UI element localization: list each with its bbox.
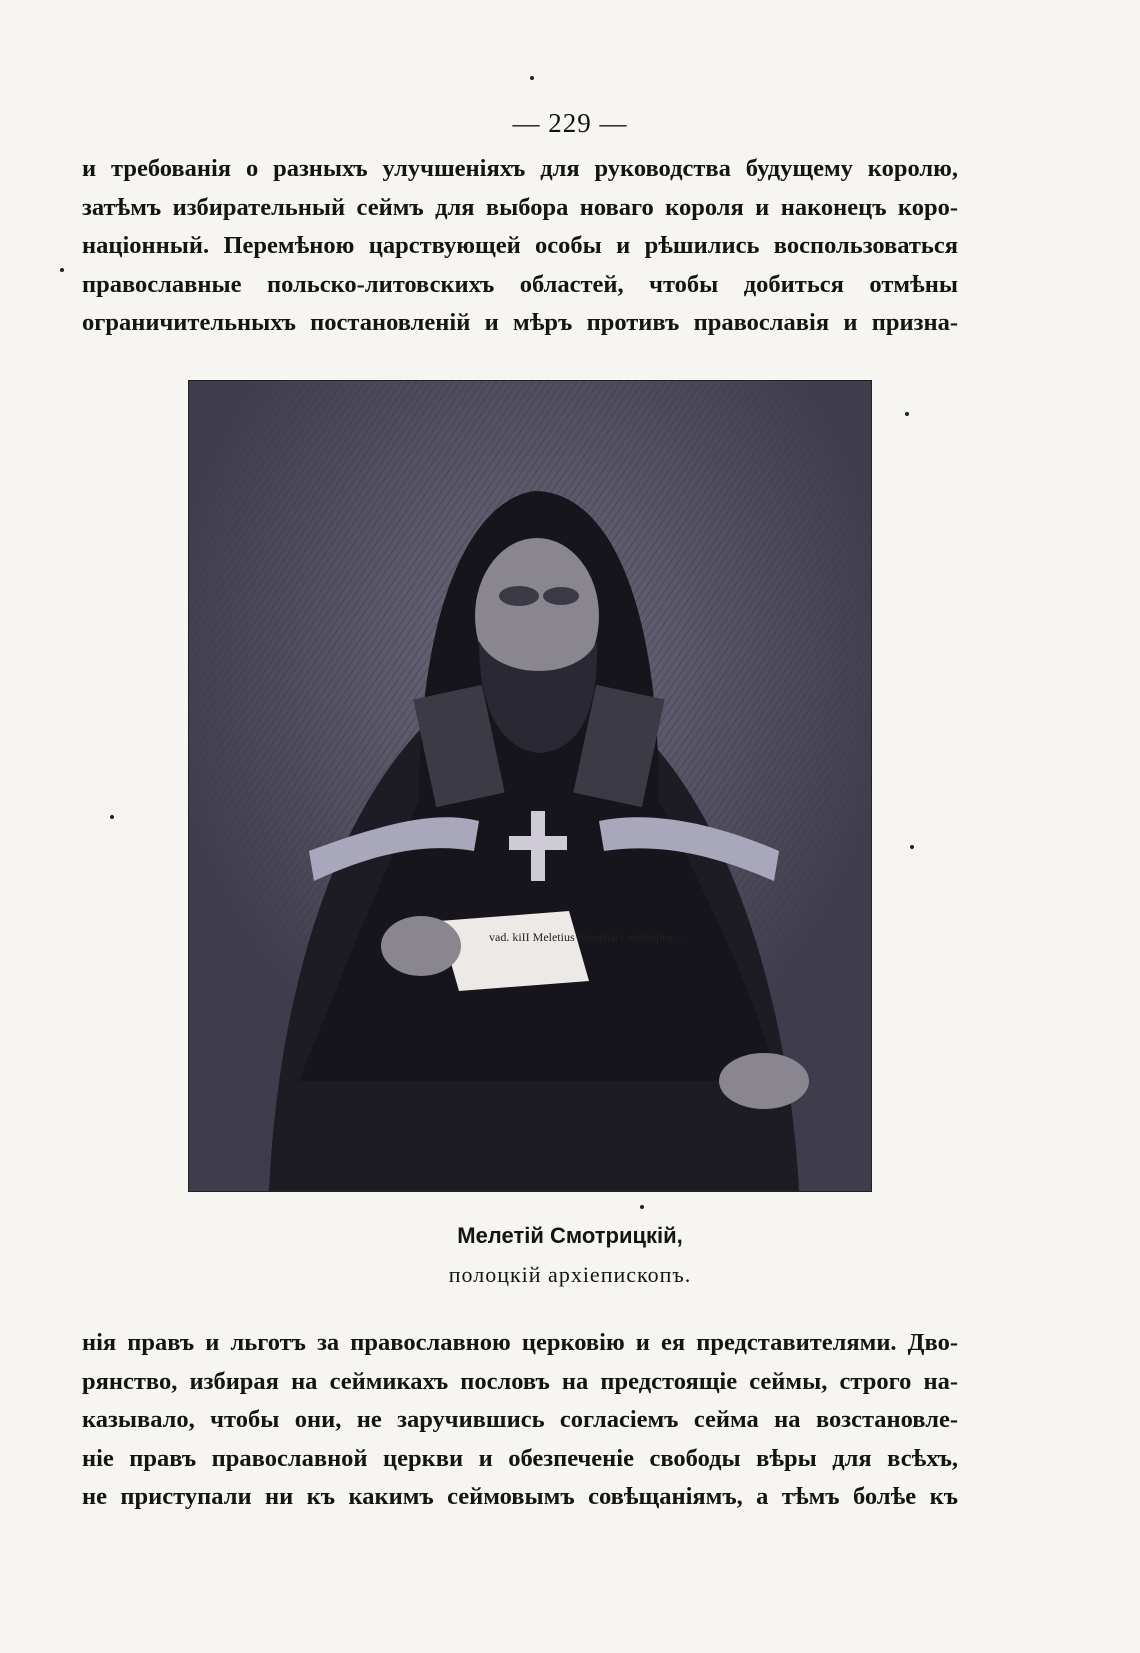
top-paragraph [82,150,958,343]
caption-name: Мелетій Смотрицкій, [457,1223,683,1248]
paragraph-line: казывало, чтобы они, не заручившись согласіемъ сейма на возстановле- [82,1406,958,1434]
paragraph-line: затѣмъ избирательный сеймъ для выбора новаго короля и наконецъ коро- [82,193,958,221]
scan-speck [110,815,114,819]
portrait-engraving [188,380,872,1192]
paragraph-line: нія правъ и льготъ за православною церковію и ея представителями. Дво- [82,1329,958,1356]
bottom-paragraph [82,1324,958,1517]
portrait-illustration [189,381,871,1191]
caption-title: полоцкій архіепископъ. [448,1262,692,1287]
scan-speck [910,845,914,849]
scan-speck [640,1205,644,1209]
paragraph-line: не приступали ни къ какимъ сеймовымъ совѣщаніямъ, а тѣмъ болѣе къ [82,1483,958,1511]
paragraph-line: рянство, избирая на сеймикахъ пословъ на предстоящіе сеймы, строго на- [82,1367,958,1395]
paragraph-line: ограничительныхъ постановленій и мѣръ противъ православія и призна- [82,309,958,337]
paragraph-line: націонный. Перемѣною царствующей особы и рѣшились воспользоваться [82,232,958,260]
scan-speck [60,268,64,272]
paragraph-line: ніе правъ православной церкви и обезпеченіе свободы вѣры для всѣхъ, [82,1444,958,1472]
scan-speck [905,412,909,416]
scroll-inscription: vad. kiII Meletius Smotrisci archiepisc... [489,930,685,944]
paragraph-line: и требованія о разныхъ улучшеніяхъ для руководства будущему королю, [82,155,958,182]
paragraph-line: православные польско-литовскихъ областей, чтобы добиться отмѣны [82,270,958,298]
scan-speck [530,76,534,80]
page-number: — 229 — [512,108,628,138]
